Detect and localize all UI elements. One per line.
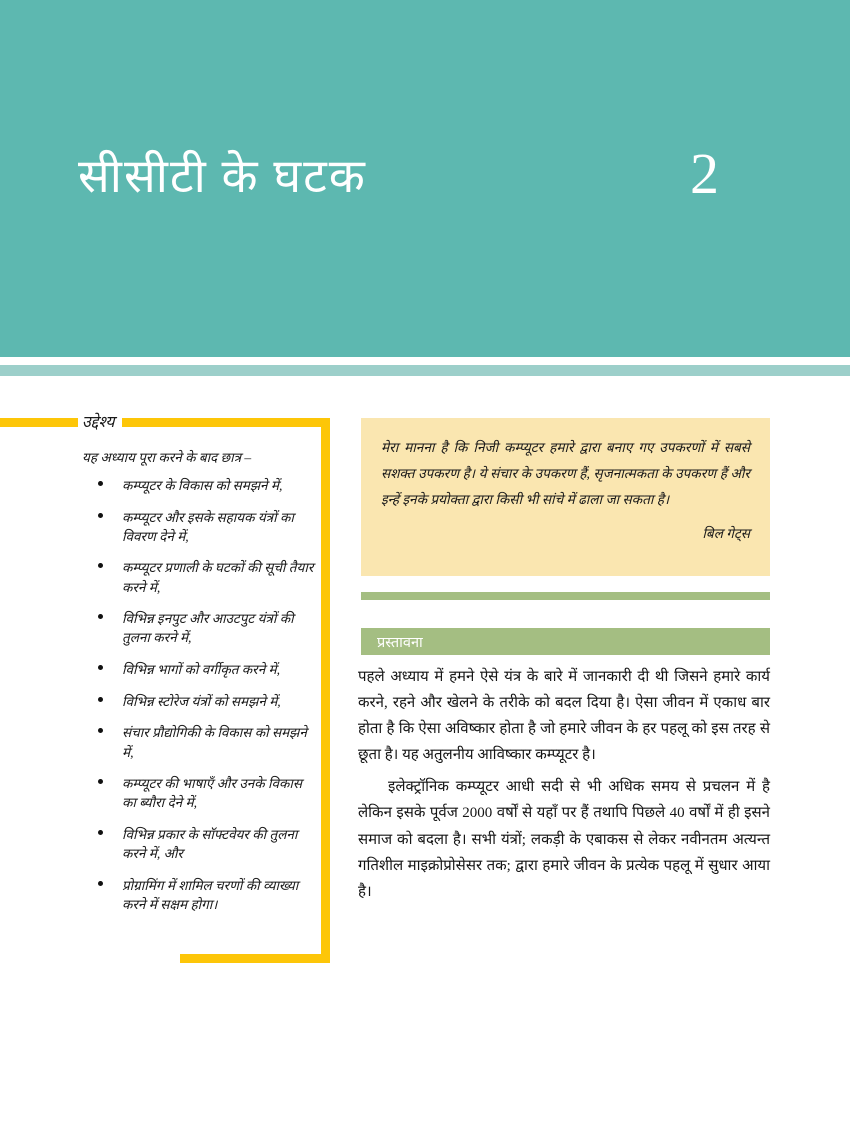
bullet-icon <box>98 881 103 886</box>
section-body <box>358 664 770 907</box>
list-item-label: विभिन्न इनपुट और आउटपुट यंत्रों की तुलना करने में, <box>122 611 294 646</box>
list-item <box>96 825 318 863</box>
bullet-icon <box>98 665 103 670</box>
objectives-top-rule <box>0 418 330 427</box>
bullet-icon <box>98 481 103 486</box>
body-paragraph: इलेक्ट्रॉनिक कम्प्यूटर आधी सदी से भी अधिक समय से प्रचलन में है लेकिन इसके पूर्वज 2000 वर्षों से यहाँ पर हैं तथापि पिछले 40 वर्षों में ही इसने समाज को बदला है। सभी यंत्रों; लकड़ी के एबाकस से लेकर नवीनतम अत्यन्त गतिशील माइक्रोप्रोसेसर तक; द्वारा हमारे जीवन के प्रत्येक पहलू में सुधार आया है। <box>358 779 770 900</box>
chapter-number: 2 <box>690 141 719 206</box>
objectives-box <box>0 414 330 963</box>
objectives-heading: उद्देश्य <box>78 410 122 432</box>
quote-callout <box>361 418 770 576</box>
list-item-label: संचार प्रौद्योगिकी के विकास को समझने में, <box>122 725 307 760</box>
list-item-label: विभिन्न प्रकार के सॉफ्टवेयर की तुलना करने में, और <box>122 827 298 862</box>
list-item-label: विभिन्न भागों को वर्गीकृत करने में, <box>122 662 281 678</box>
list-item <box>96 660 318 679</box>
quote-text: मेरा मानना है कि निजी कम्प्यूटर हमारे द्वारा बनाए गए उपकरणों में सबसे सशक्त उपकरण है। ये संचार के उपकरण हैं, सृजनात्मकता के उपकरण हैं और इन्हें इनके प्रयोक्ता द्वारा किसी भी सांचे में ढाला जा सकता है। <box>381 440 750 508</box>
quote-attribution: बिल गेट्स <box>702 526 750 542</box>
list-item <box>96 723 318 761</box>
list-item-label: कम्प्यूटर के विकास को समझने में, <box>122 478 283 493</box>
bullet-icon <box>98 728 103 733</box>
list-item <box>96 876 318 914</box>
header-accent-bar <box>0 365 850 376</box>
list-item <box>96 476 318 495</box>
list-item-label: कम्प्यूटर और इसके सहायक यंत्रों का विवरण देने में, <box>122 509 294 544</box>
objectives-bottom-rule <box>180 954 330 963</box>
list-item <box>96 774 318 812</box>
bullet-icon <box>98 513 103 518</box>
list-item-label: कम्प्यूटर की भाषाएँ और उनके विकास का ब्यौरा देने में, <box>122 776 302 811</box>
bullet-icon <box>98 614 103 619</box>
list-item-label: प्रोग्रामिंग में शामिल चरणों की व्याख्या करने में सक्षम होगा। <box>122 877 299 912</box>
list-item <box>96 609 318 647</box>
bullet-icon <box>98 697 103 702</box>
chapter-title: सीसीटी के घटक <box>78 151 367 203</box>
quote-divider-rule <box>361 592 770 600</box>
objectives-list <box>96 476 318 927</box>
objectives-right-rule <box>321 418 330 963</box>
list-item <box>96 558 318 596</box>
section-heading-bar <box>361 628 770 655</box>
bullet-icon <box>98 779 103 784</box>
list-item <box>96 692 318 711</box>
list-item-label: कम्प्यूटर प्रणाली के घटकों की सूची तैयार करने में, <box>122 560 314 595</box>
bullet-icon <box>98 830 103 835</box>
bullet-icon <box>98 563 103 568</box>
section-heading-label: प्रस्तावना <box>377 635 423 651</box>
list-item <box>96 508 318 546</box>
objectives-intro: यह अध्याय पूरा करने के बाद छात्र – <box>82 450 252 465</box>
body-paragraph: पहले अध्याय में हमने ऐसे यंत्र के बारे में जानकारी दी थी जिसने हमारे कार्य करने, रहने और खेलने के तरीके को बदल दिया है। ऐसा जीवन में एकाध बार होता है कि ऐसा अविष्कार होता है जो हमारे जीवन के हर पहलू को इस तरह से छूता है। यह अतुलनीय आविष्कार कम्प्यूटर है। <box>358 669 770 764</box>
list-item-label: विभिन्न स्टोरेज यंत्रों को समझने में, <box>122 693 281 709</box>
